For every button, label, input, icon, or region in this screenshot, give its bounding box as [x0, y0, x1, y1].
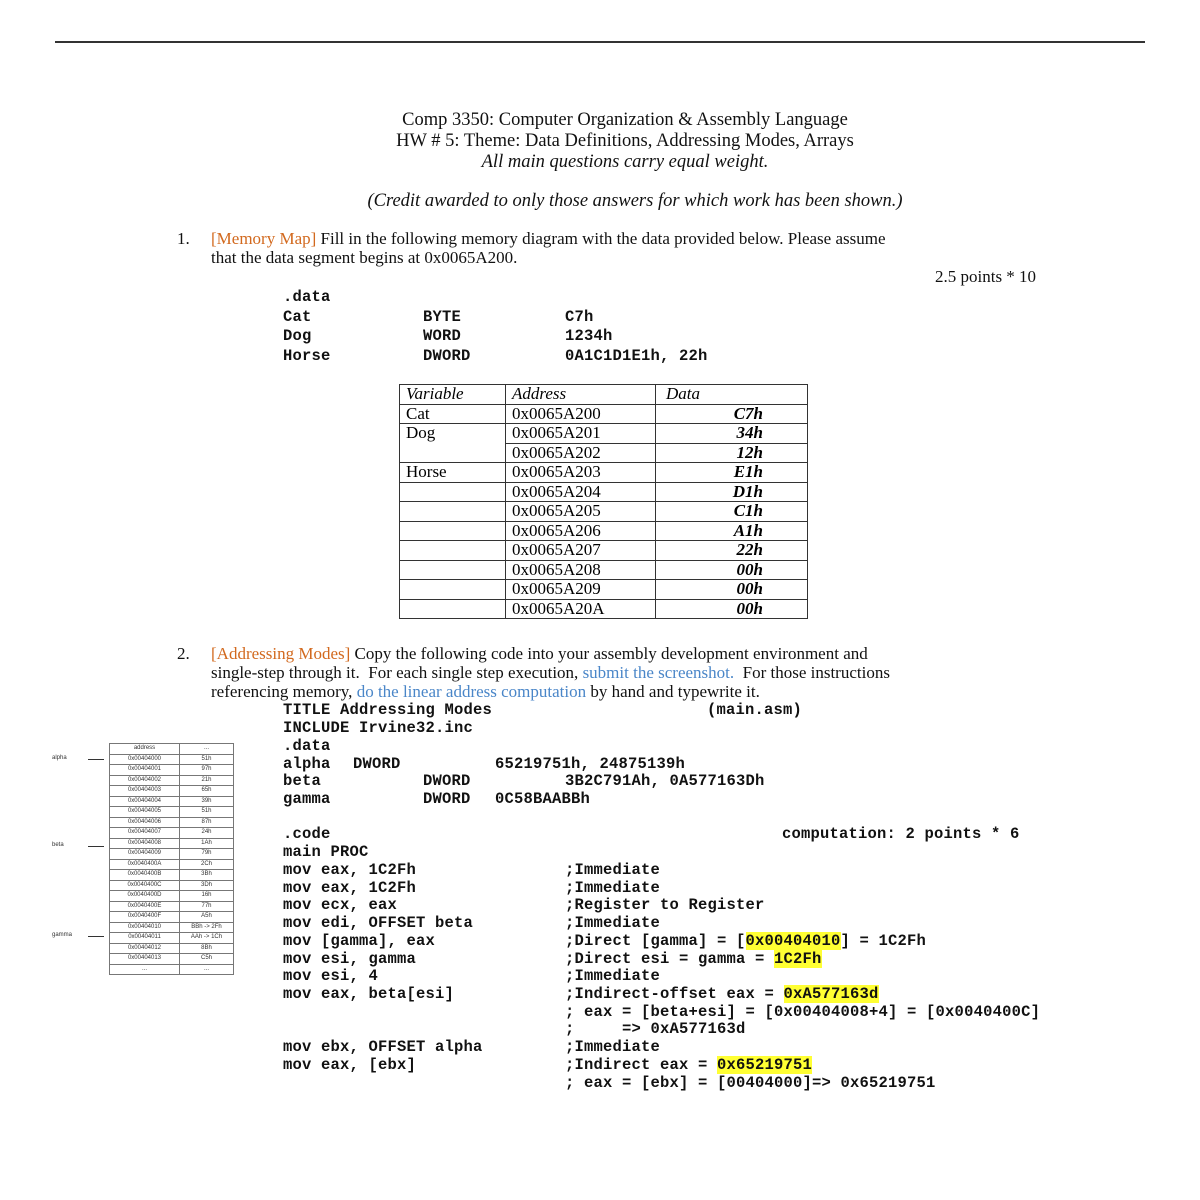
instruction: mov eax, [ebx]: [283, 1056, 417, 1074]
cell-address: 0x0065A205: [506, 502, 656, 522]
cell-data: C1h: [656, 502, 808, 522]
cell-variable: [400, 541, 506, 561]
arrow-alpha: [88, 759, 104, 760]
diagram-row: 0x00404003 65h: [110, 786, 234, 797]
diagram-row: 0x0040400D 16h: [110, 891, 234, 902]
table-header-row: [400, 385, 808, 405]
q1-var-name: Cat: [283, 308, 312, 326]
comment: ; => 0xA577163d: [565, 1020, 746, 1038]
table-row: [400, 463, 808, 483]
alpha-name: alpha: [283, 755, 331, 773]
cell-address: 0x0065A200: [506, 404, 656, 424]
gamma-value: 0C58BAABBh: [495, 790, 591, 808]
table-row: [400, 443, 808, 463]
code-include: INCLUDE Irvine32.inc: [283, 719, 474, 737]
comment: ;Immediate: [565, 914, 661, 932]
diagram-row: 0x00404002 21h: [110, 775, 234, 786]
diagram-row: 0x00404013 C5h: [110, 954, 234, 965]
header-address: Address: [506, 385, 656, 405]
arrow-gamma: [88, 936, 104, 937]
beta-type: DWORD: [423, 772, 471, 790]
gamma-name: gamma: [283, 790, 331, 808]
q1-number: 1.: [177, 229, 190, 248]
inset-memory-diagram: [109, 743, 234, 975]
q1-var-value: 1234h: [565, 327, 613, 345]
cell-address: 0x0065A204: [506, 482, 656, 502]
diagram-row: 0x00404001 97h: [110, 765, 234, 776]
diagram-row: 0x00404012 8Bh: [110, 943, 234, 954]
weight-note: All main questions carry equal weight.: [481, 152, 769, 172]
cell-data: 12h: [656, 443, 808, 463]
table-row: [400, 521, 808, 541]
q2-points: computation: 2 points * 6: [782, 825, 1020, 843]
cell-variable: Horse: [400, 463, 506, 483]
cell-address: 0x0065A207: [506, 541, 656, 561]
cell-variable: [400, 482, 506, 502]
comment: ; eax = [ebx] = [00404000]=> 0x65219751: [565, 1074, 936, 1092]
instruction: mov ecx, eax: [283, 896, 398, 914]
comment: ; eax = [beta+esi] = [0x00404008+4] = [0x0040400C]: [565, 1003, 1041, 1021]
cell-data: 22h: [656, 541, 808, 561]
diagram-label-alpha: alpha: [52, 755, 67, 761]
header-data: Data: [656, 385, 808, 405]
cell-variable: [400, 560, 506, 580]
table-row: [400, 502, 808, 522]
cell-data: C7h: [656, 404, 808, 424]
q1-var-name: Dog: [283, 327, 312, 345]
code-filename: (main.asm): [707, 701, 803, 719]
comment: ;Immediate: [565, 879, 661, 897]
comment: ;Immediate: [565, 1038, 661, 1056]
memory-map-table: [399, 384, 808, 619]
q1-var-name: Horse: [283, 347, 331, 365]
cell-variable: [400, 502, 506, 522]
cell-data: 00h: [656, 560, 808, 580]
q1-tag: [Memory Map]: [211, 229, 317, 248]
main-proc: main PROC: [283, 843, 369, 861]
instruction: mov esi, 4: [283, 967, 379, 985]
cell-data: A1h: [656, 521, 808, 541]
cell-variable: Dog: [400, 424, 506, 444]
highlighted-answer: 1C2Fh: [774, 950, 822, 968]
cell-address: 0x0065A206: [506, 521, 656, 541]
cell-address: 0x0065A203: [506, 463, 656, 483]
diagram-row: 0x00404009 79h: [110, 849, 234, 860]
comment: ;Direct esi = gamma = 1C2Fh: [565, 950, 822, 968]
q1-var-type: WORD: [423, 327, 462, 345]
q1-points: 2.5 points * 10: [935, 267, 1037, 286]
q1-var-type: BYTE: [423, 308, 462, 326]
code-title: TITLE Addressing Modes: [283, 701, 493, 719]
diagram-row: 0x00404000 51h: [110, 754, 234, 765]
table-row: [400, 424, 808, 444]
diagram-label-gamma: gamma: [52, 932, 73, 938]
highlighted-answer: 0x00404010: [745, 932, 841, 950]
cell-address: 0x0065A208: [506, 560, 656, 580]
beta-name: beta: [283, 772, 322, 790]
cell-variable: [400, 599, 506, 619]
table-row: [400, 482, 808, 502]
cell-data: 34h: [656, 424, 808, 444]
cell-data: 00h: [656, 599, 808, 619]
q2-text-line1: [Addressing Modes] Copy the following code into your assembly development environment and: [211, 644, 868, 663]
diagram-row: 0x0040400C 3Dh: [110, 880, 234, 891]
instruction: mov eax, 1C2Fh: [283, 861, 417, 879]
cell-data: 00h: [656, 580, 808, 600]
diagram-row: 0x00404008 1Ah: [110, 838, 234, 849]
gamma-type: DWORD: [423, 790, 471, 808]
comment: ;Immediate: [565, 861, 661, 879]
diagram-row: 0x00404006 87h: [110, 817, 234, 828]
instruction: mov [gamma], eax: [283, 932, 436, 950]
comment: ;Direct [gamma] = [0x00404010] = 1C2Fh: [565, 932, 927, 950]
diagram-row: 0x0040400F A5h: [110, 912, 234, 923]
cell-variable: [400, 521, 506, 541]
code-segment-label: .code: [283, 825, 331, 843]
diagram-row: 0x00404011 AAh -> 1Ch: [110, 933, 234, 944]
highlighted-answer: 0x65219751: [717, 1056, 813, 1074]
cell-data: D1h: [656, 482, 808, 502]
q1-var-type: DWORD: [423, 347, 471, 365]
table-row: [400, 541, 808, 561]
submit-screenshot-link[interactable]: submit the screenshot.: [582, 663, 735, 682]
instruction: mov esi, gamma: [283, 950, 417, 968]
q2-text-line2: single-step through it. For each single step execution, submit the screenshot. For those instructions: [211, 663, 890, 682]
highlighted-answer: 0xA577163d: [783, 985, 879, 1003]
table-row: [400, 599, 808, 619]
top-rule: [55, 41, 1145, 43]
course-title: Comp 3350: Computer Organization & Assembly Language: [402, 110, 848, 130]
alpha-type: DWORD: [353, 755, 401, 773]
diagram-row: 0x00404007 24h: [110, 828, 234, 839]
comment: ;Indirect eax = 0x65219751: [565, 1056, 813, 1074]
cell-address: 0x0065A20A: [506, 599, 656, 619]
diagram-row: 0x0040400E 77h: [110, 901, 234, 912]
q1-data-directive: .data: [283, 288, 331, 306]
cell-variable: [400, 580, 506, 600]
diagram-row: ... ...: [110, 964, 234, 975]
diagram-row: 0x00404004 39h: [110, 796, 234, 807]
cell-address: 0x0065A201: [506, 424, 656, 444]
diagram-row: 0x0040400A 2Ch: [110, 859, 234, 870]
table-row: [400, 580, 808, 600]
code-data-directive: .data: [283, 737, 331, 755]
cell-variable: [400, 443, 506, 463]
comment: ;Indirect-offset eax = 0xA577163d: [565, 985, 879, 1003]
table-row: [400, 404, 808, 424]
diagram-label-beta: beta: [52, 842, 64, 848]
homework-title: HW # 5: Theme: Data Definitions, Addressing Modes, Arrays: [396, 131, 854, 151]
comment: ;Register to Register: [565, 896, 765, 914]
header-variable: Variable: [400, 385, 506, 405]
diagram-header: address ...: [110, 744, 234, 755]
linear-address-link[interactable]: do the linear address computation: [356, 682, 587, 701]
q2-number: 2.: [177, 644, 190, 663]
q1-var-value: 0A1C1D1E1h, 22h: [565, 347, 708, 365]
cell-variable: Cat: [400, 404, 506, 424]
diagram-row: 0x0040400B 3Bh: [110, 870, 234, 881]
instruction: mov eax, 1C2Fh: [283, 879, 417, 897]
comment: ;Immediate: [565, 967, 661, 985]
instruction: mov edi, OFFSET beta: [283, 914, 474, 932]
cell-data: E1h: [656, 463, 808, 483]
q2-text-line3: referencing memory, do the linear address computation by hand and typewrite it.: [211, 682, 760, 701]
cell-address: 0x0065A209: [506, 580, 656, 600]
q1-text-line1: [Memory Map] Fill in the following memory diagram with the data provided below. Please assume: [211, 229, 886, 248]
beta-value: 3B2C791Ah, 0A577163Dh: [565, 772, 765, 790]
diagram-row: 0x00404005 51h: [110, 807, 234, 818]
diagram-row: 0x00404010 BBh -> 2Fh: [110, 922, 234, 933]
q2-tag: [Addressing Modes]: [211, 644, 351, 663]
arrow-beta: [88, 846, 104, 847]
instruction: mov eax, beta[esi]: [283, 985, 455, 1003]
alpha-value: 65219751h, 24875139h: [495, 755, 686, 773]
table-row: [400, 560, 808, 580]
credit-note: (Credit awarded to only those answers for which work has been shown.): [367, 191, 903, 211]
cell-address: 0x0065A202: [506, 443, 656, 463]
q1-var-value: C7h: [565, 308, 594, 326]
instruction: mov ebx, OFFSET alpha: [283, 1038, 483, 1056]
q1-text-line2: that the data segment begins at 0x0065A200.: [211, 248, 518, 267]
